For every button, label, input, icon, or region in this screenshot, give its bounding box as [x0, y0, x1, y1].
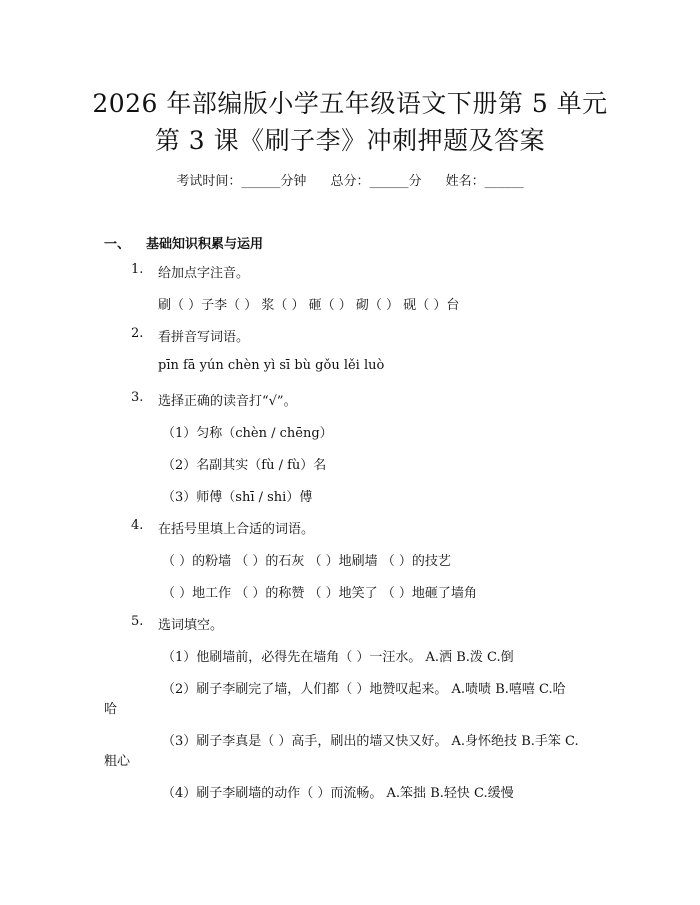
- question-line: （2）名副其实（fù / fù）名: [162, 458, 327, 473]
- question-line: （3）师傅（shī / shi）傅: [162, 490, 313, 505]
- question-line: （1）他刷墙前，必得先在墙角（ ）一汪水。 A.洒 B.泼 C.倒: [162, 650, 514, 665]
- document-title-line-2: 第 3 课《刷子李》冲刺押题及答案: [154, 126, 546, 155]
- question-line: （ ）的粉墙 （ ）的石灰 （ ）地刷墙 （ ）的技艺: [162, 554, 451, 569]
- question-line-wrap: 粗心: [104, 754, 131, 769]
- question-number: 2.: [131, 326, 144, 341]
- question-line: （3）刷子李真是（ ）高手，刷出的墙又快又好。 A.身怀绝技 B.手笨 C.: [162, 734, 579, 749]
- section-heading: [104, 233, 263, 252]
- question-number: 1.: [131, 262, 144, 277]
- question-text: 看拼音写词语。: [158, 330, 250, 345]
- question-text: 给加点字注音。: [158, 266, 250, 281]
- exam-meta: [0, 170, 700, 189]
- question-line: （2）刷子李刷完了墙，人们都（ ）地赞叹起来。 A.啧啧 B.嘻嘻 C.哈: [162, 682, 566, 697]
- question-line: （1）匀称（chèn / chēng）: [162, 426, 333, 441]
- question-text: 选词填空。: [158, 618, 224, 633]
- question-line: 刷（ ）子李（ ） 浆（ ） 砸（ ） 砌（ ） 砚（ ）台: [158, 298, 460, 313]
- exam-name: 姓名：______: [445, 174, 524, 189]
- question-number: 3.: [131, 390, 144, 405]
- question-line: （ ）地工作 （ ）的称赞 （ ）地笑了 （ ）地砸了墙角: [162, 586, 477, 601]
- pinyin-line: pīn fā yún chèn yì sī bù gǒu lěi luò: [158, 358, 385, 373]
- document-title-line-1: 2026 年部编版小学五年级语文下册第 5 单元: [92, 89, 608, 118]
- question-line-wrap: 哈: [104, 702, 118, 717]
- question-text: 选择正确的读音打“√”。: [158, 394, 297, 409]
- exam-score: 总分：______分: [330, 174, 422, 189]
- question-number: 4.: [131, 518, 144, 533]
- question-number: 5.: [131, 614, 144, 629]
- question-line: （4）刷子李刷墙的动作（ ）而流畅。 A.笨拙 B.轻快 C.缓慢: [162, 786, 514, 801]
- section-title: 基础知识积累与运用: [146, 237, 264, 252]
- section-number: 一、: [104, 237, 131, 252]
- question-text: 在括号里填上合适的词语。: [158, 522, 315, 537]
- exam-time: 考试时间：______分钟: [176, 174, 307, 189]
